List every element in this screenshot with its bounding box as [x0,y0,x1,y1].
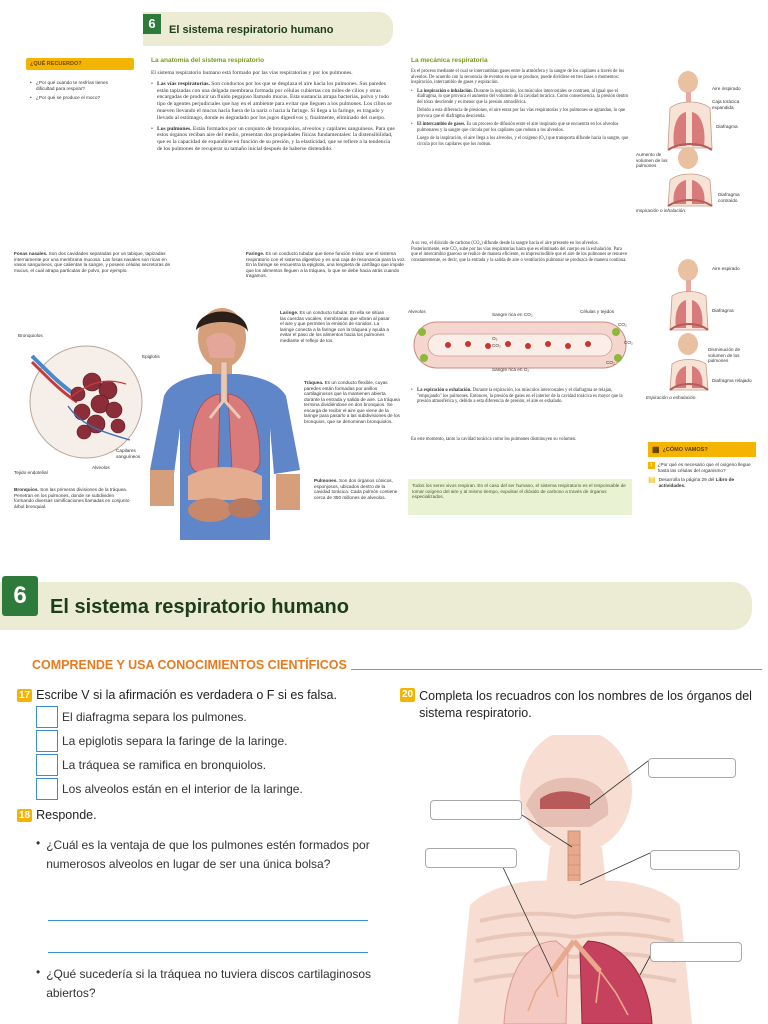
co2-label-right-2: CO₂ [624,340,633,345]
q17-item [36,778,303,800]
intercambio-term: El intercambio de gases. [417,122,466,127]
mecanica-title: La mecánica respiratoria [411,57,488,64]
anatomia-intro: El sistema respiratorio humano está formado por las vías respiratorias y por los pulmones. [151,70,353,76]
espiracion-caption: Espiración o exhalación. [646,395,697,400]
vias-term: Las vías respiratorias. [157,80,210,87]
diafragma-label-2: Diafragma [712,308,734,313]
aire-espirado-label: Aire espirado [712,266,740,271]
bronquios-label [14,487,132,509]
q17-item-text: Los alveolos están en el interior de la laringe. [62,782,303,796]
q20-heading [400,688,760,722]
faringe-term: Faringe. [246,251,265,256]
co2-label: CO₂ [492,343,501,348]
diafragma-relajado-label: Diafragma relajado [712,378,752,383]
que-recuerdo-title: ¿QUÉ RECUERDO? [26,58,134,70]
bottom-unit-number: 6 [2,576,38,616]
anatomia-column [151,57,396,153]
bullet-icon: • [36,965,41,979]
bronquios-text: Son las primeras divisiones de la tráquea. Penetran en los pulmones, donde se subdividen formando diversas ramificaciones llamadas en conjunto árbol bronquial. [14,487,130,509]
celulas-label: Células y tejidos [580,309,615,314]
alveolos-diagram-label: Alveolos [408,309,426,314]
q17-item-text: La tráquea se ramifica en bronquiolos. [62,758,267,772]
traquea-label [304,380,400,424]
co2-label-right: CO₂ [618,322,627,327]
q18-heading [17,808,97,822]
q18-item [36,836,372,874]
organ-label-box[interactable] [650,942,742,962]
diafragma-label: Diafragma [716,124,738,129]
respiratory-system-figure [440,735,700,1024]
answer-box[interactable] [36,778,58,800]
espiracion-paragraph [411,388,629,405]
q17-item [36,754,266,776]
answer-box[interactable] [36,706,58,728]
co2-label-right-3: CO₂ [606,360,615,365]
que-recuerdo-item: • ¿Por qué se produce el moco? [30,95,120,101]
section-title [32,658,762,672]
question-number: 1 [650,462,653,467]
answer-line[interactable] [48,920,368,921]
o2-label: O₂ [492,336,498,341]
inspiracion-term: La inspiración o inhalación. [417,88,473,94]
inhalation-illustration [666,70,714,208]
organ-label-box[interactable] [425,848,517,868]
seres-vivos-note: Todos los seres vivos respiran. En el caso del ser humano, el sistema respiratorio es el responsable de tomar oxígeno del aire y al mismo tiempo, expulsar el dióxido de carbono a través de órganos especializados. [408,479,632,515]
como-vamos-ref-bold: Libro de actividades. [658,477,735,488]
alveolos-label: Alveolos [92,465,110,470]
q20-number: 20 [402,689,414,700]
pulmones-term: Los pulmones. [157,125,192,132]
espiracion-text: Durante la espiración, los músculos intercostales y el diafragma se relajan, "empujando" los pulmones. Entonces, la presión de gases en el interior de la cavidad torácica es mayor que la presión atmosférica y, debido a esta diferencia de presión, el aire es exhalado. [417,388,623,404]
section-rule [351,669,762,670]
q18-instruction: Responde. [36,808,97,822]
aumento-label: Aumento de volumen de los pulmones [636,152,668,168]
q17-number: 17 [19,689,31,701]
vias-paragraph [151,81,396,122]
q17-item-text: La epiglotis separa la faringe de la laringe. [62,734,288,748]
q17-item [36,706,247,728]
intercambio-paragraph [411,122,629,133]
caja-toracica-label: Caja torácica expandida [712,99,740,110]
mecanica-column [411,57,629,147]
faringe-label [246,251,406,279]
inspiracion-text: Durante la inspiración, los músculos intercostales se contraen, al igual que el diafragma, lo que provoca el aumento del volumen de la cavidad torácica. Como consecuencia, la presión dentro del tórax desciende y es menor que la presión atmosférica. [417,88,629,105]
bronquios-term: Bronquios. [14,487,39,492]
anatomia-title: La anatomía del sistema respiratorio [151,57,265,64]
q18-item-text: ¿Qué sucedería si la tráquea no tuviera discos cartilaginosos abiertos? [46,967,372,1000]
q17-heading [17,688,337,702]
organ-label-box[interactable] [650,850,740,870]
q20-instruction: Completa los recuadros con los nombres de los órganos del sistema respiratorio. [419,689,752,720]
pulmones-paragraph [151,126,396,153]
como-vamos-question [648,462,756,473]
que-recuerdo-item: • ¿Por qué cuando te resfrías tienes dificultad para respirar? [30,80,120,91]
traquea-term: Tráquea. [304,380,324,385]
q18-number: 18 [19,809,31,821]
top-unit-number: 6 [143,14,161,34]
sangre-co2-label: Sangre rica en CO₂ [492,312,533,317]
inspiracion-paragraph-2: Debido a esta diferencia de presiones, el aire entra por las vías respiratorias y los pulmones se agrandan, lo que provoca que el diafragma descienda. [417,108,626,119]
como-vamos-title [648,442,756,457]
disminucion-label: Disminución de volumen de los pulmones [708,347,741,363]
q18-item-text: ¿Cuál es la ventaja de que los pulmones estén formados por numerosos alveolos en lugar de ser una única bolsa? [46,838,370,871]
bronquiolos-label: Bronquiolos [18,333,43,338]
q17-instruction: Escribe V si la afirmación es verdadera o F si es falsa. [36,688,337,702]
laringe-label [280,310,390,343]
top-unit-title: El sistema respiratorio humano [169,24,334,36]
pulmones-label-term: Pulmones. [314,478,338,483]
fosas-label [14,251,172,273]
q17-item-text: El diafragma separa los pulmones. [62,710,247,724]
aire-inspirado-label: Aire inspirado [712,86,741,91]
book-icon: ▤ [648,475,656,484]
pulmones-text: Están formados por un conjunto de bronquiolos, alveolos y capilares sanguíneos. Para que estos órganos reciban aire del medio, presentan dos propiedades físicas fundamentales: la distensibilidad, que es la capacidad de expandirse en función de su presión, y la elasticidad, que se refiere a la tendencia de los pulmones de recuperar su tamaño inicial después de haberse distendido. [157,125,395,152]
q18-item [36,965,372,1003]
faringe-text: Es un conducto tubular que tiene función mixta: une el sistema respiratorio con el sistema digestivo y es una caja de resonancia para la voz. En la faringe se encuentra la epiglotis, una lengüeta de cartílago que impide que los alimentos lleguen a la tráquea, lo que se debe hacia atrás cuando tragamos. [246,251,406,278]
alveoli-cluster-illustration [22,336,162,468]
inspiracion-paragraph [411,89,629,106]
mecanica-intro: Es el proceso mediante el cual se intercambian gases entre la atmósfera y la sangre de los capilares a través de los alveolos. De acuerdo con la secuencia de eventos en que se produce, puede dividirse en tres fases o momentos: inspiración, intercambio de gases y espiración. [411,69,625,85]
como-vamos-title-text: ¿CÓMO VAMOS? [662,446,708,453]
pulmones-label-text: Son dos órganos cónicos, esponjosos, ubicados dentro de la cavidad torácica. Cada pulmón contiene cerca de 350 millones de alveolos. [314,478,398,500]
tejido-label: Tejido endotelial [14,470,48,475]
vias-text: Son conductos por los que se desplaza el aire hacia los pulmones. Sus paredes están tapizadas con una delgada membrana formada por células cubiertas con miles de cilios y otras encargadas de producir un fluido pegajoso llamado mucus. Esta sustancia atrapa bacterias, polvo y todo tipo de agentes perjudiciales que hay en el ambiente para evitar que lleguen a los pulmones. Los cilios se mueven llevando el mucus hacia fuera de la nariz o hacia la faringe. Si llega a la faringe, es tragado y llevado al estómago, donde es degradado por los jugos digestivos y, finalmente, eliminado del cuerpo. [157,80,392,121]
grid-icon: ▦ [652,445,660,454]
inspiracion-caption: Inspiración o inhalación. [636,208,687,213]
como-vamos-ref-text: Desarrolla la página 29 del [658,477,715,482]
answer-box[interactable] [36,730,58,752]
epiglotis-label: Epiglotis [142,354,160,359]
bottom-page [0,560,768,1024]
answer-line[interactable] [48,952,368,953]
laringe-text: Es un conducto tubular. En ella se sitúan las cuerdas vocales, membranas que vibran al pasar el aire y que permiten la emisión de sonidos. La laringe conecta a la faringe con la tráquea y ayuda a evitar el paso de los alimentos hacia los pulmones mediante el reflejo de tos. [280,310,390,343]
espiracion-term: La espiración o exhalación. [417,388,472,393]
answer-box[interactable] [36,754,58,776]
traquea-text: Es un conducto flexible, cuyas paredes están formadas por anillos cartilaginosos que la mantienen abierta durante la entrada y salida de aire. La tráquea termina dividiéndose en dos bronquios. Se encarga de recibir el aire que viene de la laringe para pasarlo a las subdivisiones de los bronquios, que se denominan bronquiolos. [304,380,400,424]
alveolo-exchange-diagram [408,308,632,384]
pulmones-label [314,478,398,500]
exhalation-illustration [666,258,714,394]
section-title-text: COMPRENDE Y USA CONOCIMIENTOS CIENTÍFICOS [32,658,347,672]
como-vamos-ref [648,477,756,488]
intercambio-text: Es un proceso de difusión entre el aire inspirado que se encuentra en los alveolos pulmonares y la sangre que circula por los capilares que rodean a los alveolos. [417,122,619,133]
fosas-text: Son dos cavidades separadas por un tabique, tapizadas internamente por una membrana mucosa. Las fosas nasales son ricas en vasos sanguíneos, que calientan la sangre, y poseen células secretoras de mucus, el cual atrapa partículas de polvo, por ejemplo. [14,251,171,273]
capilares-label: Capilares sanguíneos [116,448,141,459]
fosas-term: Fosas nasales. [14,251,48,256]
bottom-unit-title: El sistema respiratorio humano [50,596,349,618]
bullet-icon: • [36,836,41,850]
sangre-o2-label: Sangre rica en O₂ [492,367,530,372]
como-vamos-question-text: ¿Por qué es necesario que el oxígeno llegue hasta las células del organismo? [657,462,751,473]
intercambio-paragraph-2: Luego de la inspiración, el aire llega a los alveolos, y el oxígeno (O₂) que transporta difunde hacia la sangre, que circula por los capilares que los rodean. [417,136,629,147]
organ-label-box[interactable] [430,800,522,820]
como-vamos-box [648,442,756,518]
diafragma-contraido-label: Diafragma contraído [718,192,740,203]
organ-label-box[interactable] [648,758,736,778]
laringe-term: Laringe. [280,310,299,315]
co2-paragraph: A su vez, el dióxido de carbono (CO₂) difunde desde la sangre hacia el aire presente en los alveolos. Posteriormente, este CO₂ sube por las vías respiratorias hasta que es eliminado del cuerpo en la exhalación. Para que el intercambio gaseoso se realice de manera eficiente, es imprescindible que el aire de los pulmones se renueve constantemente, es decir, que la entrada y la salida de aire o ventilación pulmonar se produzca de manera continua. [411,241,628,263]
que-recuerdo-box [26,58,134,118]
espiracion-paragraph-2: En este momento, tanto la cavidad torácica como los pulmones disminuyen su volumen. [411,437,577,442]
q17-item [36,730,287,752]
